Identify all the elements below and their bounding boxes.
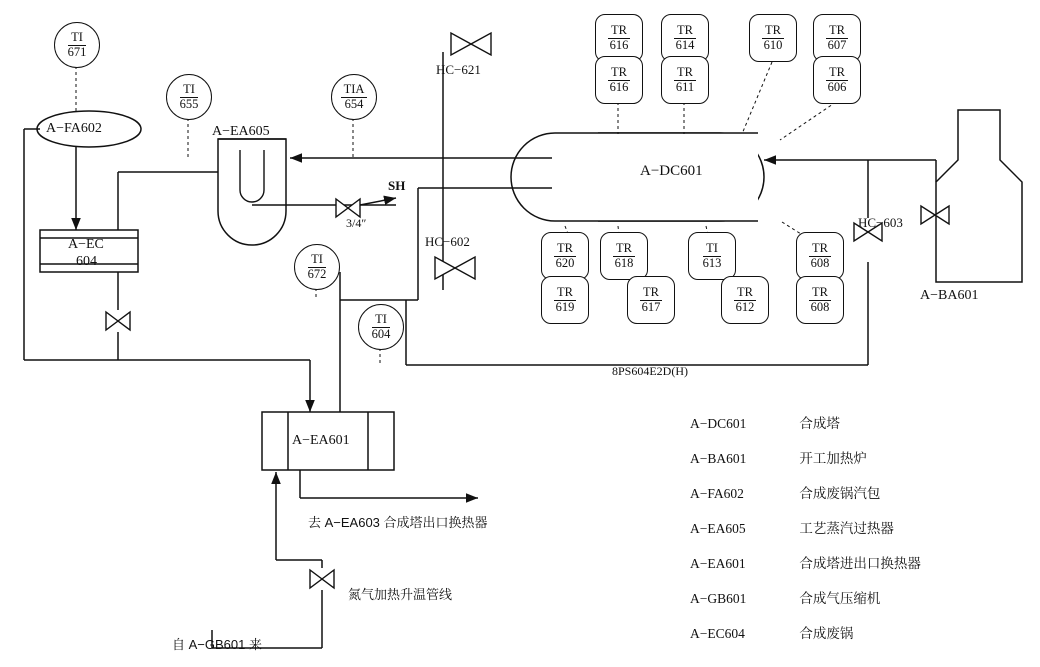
legend-item	[690, 587, 921, 607]
instrument-tag-type: TR	[826, 66, 848, 80]
instrument-tag-number: 654	[344, 96, 364, 111]
instrument-tr-610[interactable]	[749, 14, 797, 62]
valve-label-hc-602[interactable]: HC−602	[425, 234, 470, 249]
instrument-tag-number: 614	[675, 37, 695, 52]
instrument-tag-type: TR	[640, 286, 662, 300]
instrument-tag-type: TR	[554, 286, 576, 300]
instrument-tag-number: 604	[371, 326, 391, 341]
legend-code: A−DC601	[690, 416, 747, 431]
instrument-tag-type: TR	[674, 66, 696, 80]
legend-code: A−GB601	[690, 591, 747, 606]
instrument-tag-type: TR	[554, 242, 576, 256]
legend-code: A−EC604	[690, 626, 745, 641]
instrument-tr-618[interactable]	[600, 232, 648, 280]
legend-desc: 合成气压缩机	[799, 591, 881, 606]
line-label-to-ea603: 去 A−EA603 合成塔出口换热器	[308, 515, 488, 530]
legend-desc: 合成废锅汽包	[799, 486, 881, 501]
instrument-tag-type: TR	[613, 242, 635, 256]
instrument-tag-type: TI	[703, 242, 721, 256]
instrument-tag-number: 671	[67, 44, 87, 59]
instrument-tag-number: 616	[609, 37, 629, 52]
instrument-tag-number: 608	[810, 299, 830, 314]
instrument-tag-number: 607	[827, 37, 847, 52]
line-label-size-34: 3/4″	[346, 216, 367, 230]
instrument-tag-type: TI	[308, 253, 326, 267]
instrument-tag-number: 672	[307, 266, 327, 281]
instrument-tr-608b[interactable]	[796, 276, 844, 324]
legend-code: A−EA601	[690, 556, 746, 571]
instrument-tag-type: TR	[608, 66, 630, 80]
instrument-tag-number: 613	[702, 255, 722, 270]
vessel-label-fa602: A−FA602	[46, 121, 102, 136]
instrument-tr-617[interactable]	[627, 276, 675, 324]
vessel-label-ea605: A−EA605	[212, 124, 270, 139]
vessel-label-dc601: A−DC601	[640, 163, 703, 179]
legend-item	[690, 447, 921, 467]
instrument-tag-number: 655	[179, 96, 199, 111]
valve-label-hc-603[interactable]: HC−603	[858, 215, 903, 230]
line-label-from-gb601: 自 A−GB601 来	[172, 637, 262, 652]
instrument-tag-number: 610	[763, 37, 783, 52]
instrument-tr-616a[interactable]	[595, 14, 643, 62]
legend-item	[690, 622, 921, 642]
instrument-tr-606[interactable]	[813, 56, 861, 104]
legend-code: A−FA602	[690, 486, 744, 501]
valve-label-hc-621[interactable]: HC−621	[436, 62, 481, 77]
instrument-tag-number: 619	[555, 299, 575, 314]
instrument-ti-604[interactable]	[358, 304, 404, 350]
legend-desc: 合成废锅	[799, 626, 854, 641]
legend-desc: 合成塔	[799, 416, 840, 431]
instrument-tia-654[interactable]	[331, 74, 377, 120]
instrument-tr-616b[interactable]	[595, 56, 643, 104]
legend-desc: 工艺蒸汽过热器	[799, 521, 894, 536]
line-label-n2-heating: 氮气加热升温管线	[348, 587, 453, 602]
legend-item	[690, 552, 921, 572]
instrument-tr-611[interactable]	[661, 56, 709, 104]
instrument-tag-number: 620	[555, 255, 575, 270]
instrument-tag-type: TR	[674, 24, 696, 38]
instrument-tag-number: 616	[609, 79, 629, 94]
legend-item	[690, 517, 921, 537]
legend-desc: 合成塔进出口换热器	[799, 556, 921, 571]
instrument-ti-655[interactable]	[166, 74, 212, 120]
line-label-sh: SH	[388, 178, 406, 193]
instrument-tag-type: TI	[372, 313, 390, 327]
legend	[690, 412, 921, 642]
legend-code: A−BA601	[690, 451, 747, 466]
instrument-tag-number: 617	[641, 299, 661, 314]
instrument-tag-type: TR	[762, 24, 784, 38]
instrument-tr-607[interactable]	[813, 14, 861, 62]
vessel-label-ba601: A−BA601	[920, 288, 979, 303]
instrument-ti-671[interactable]	[54, 22, 100, 68]
instrument-tag-type: TR	[809, 286, 831, 300]
vessel-label-ec604-bottom: 604	[76, 254, 97, 269]
instrument-tr-608a[interactable]	[796, 232, 844, 280]
instrument-ti-613[interactable]	[688, 232, 736, 280]
legend-item	[690, 482, 921, 502]
instrument-tag-type: TR	[826, 24, 848, 38]
line-label-8ps604: 8PS604E2D(H)	[612, 364, 689, 378]
vessel-label-ec604-top: A−EC	[68, 237, 104, 252]
instrument-tag-type: TR	[809, 242, 831, 256]
instrument-tag-number: 606	[827, 79, 847, 94]
instrument-tr-612[interactable]	[721, 276, 769, 324]
instrument-tr-620[interactable]	[541, 232, 589, 280]
instrument-tag-number: 611	[675, 79, 695, 94]
instrument-tag-type: TR	[734, 286, 756, 300]
instrument-tr-614[interactable]	[661, 14, 709, 62]
instrument-tag-number: 618	[614, 255, 634, 270]
instrument-tag-number: 608	[810, 255, 830, 270]
legend-desc: 开工加热炉	[799, 451, 867, 466]
vessel-label-ea601: A−EA601	[292, 433, 350, 448]
instrument-tag-number: 612	[735, 299, 755, 314]
instrument-tag-type: TI	[180, 83, 198, 97]
instrument-ti-672[interactable]	[294, 244, 340, 290]
legend-item	[690, 412, 921, 432]
instrument-tag-type: TR	[608, 24, 630, 38]
legend-code: A−EA605	[690, 521, 746, 536]
instrument-tag-type: TIA	[341, 83, 368, 97]
instrument-tag-type: TI	[68, 31, 86, 45]
instrument-tr-619[interactable]	[541, 276, 589, 324]
